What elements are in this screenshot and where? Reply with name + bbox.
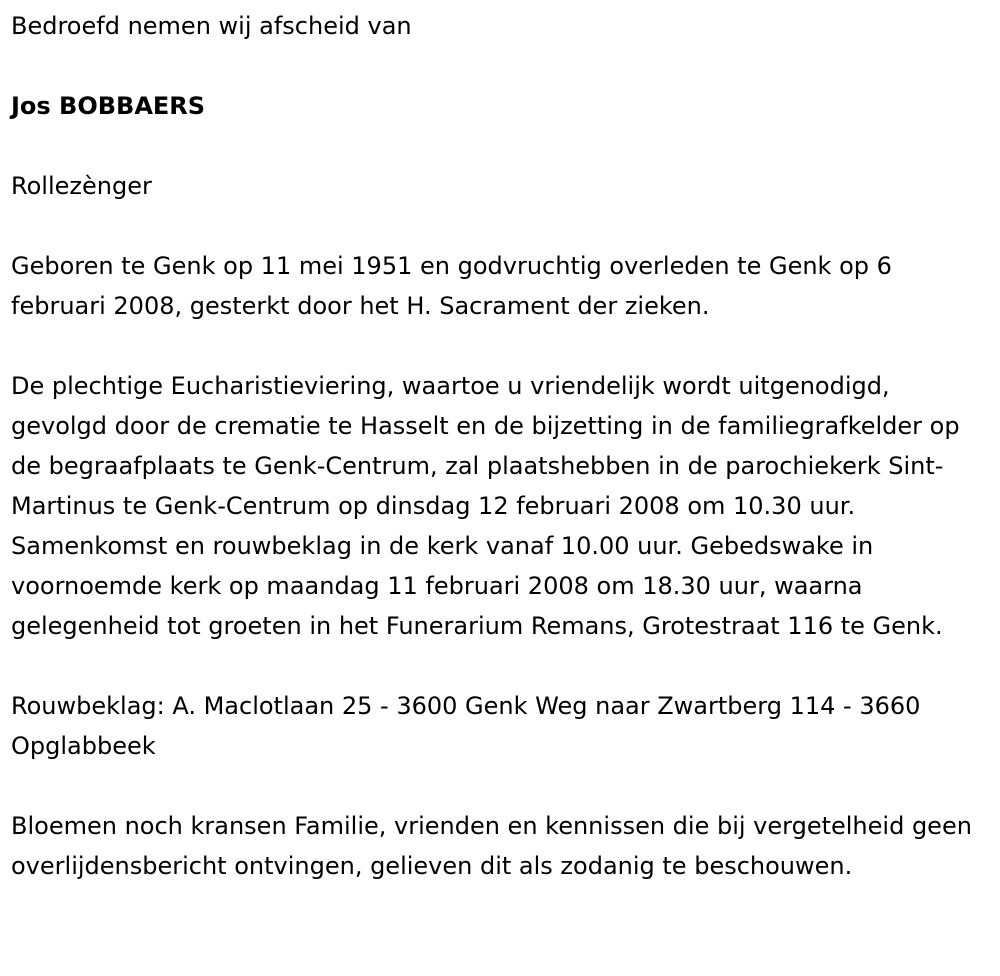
condolence-address-paragraph: Rouwbeklag: A. Maclotlaan 25 - 3600 Genk Weg naar Zwartberg 114 - 3660 Opglabbeek: [11, 692, 921, 760]
birth-death-paragraph: Geboren te Genk op 11 mei 1951 en godvruchtig overleden te Genk op 6 februari 2008, gesterkt door het H. Sacrament der zieken.: [11, 252, 892, 320]
deceased-name: Jos BOBBAERS: [11, 92, 206, 120]
nickname-text: Rollezènger: [11, 172, 152, 200]
obituary-notice: [11, 6, 993, 886]
flowers-paragraph: Bloemen noch kransen Familie, vrienden en kennissen die bij vergetelheid geen overlijdensbericht ontvingen, gelieven dit als zodanig te beschouwen.: [11, 812, 972, 880]
intro-text: Bedroefd nemen wij afscheid van: [11, 12, 412, 40]
ceremony-paragraph: De plechtige Eucharistieviering, waartoe u vriendelijk wordt uitgenodigd, gevolgd door de crematie te Hasselt en de bijzetting in de familiegrafkelder op de begraafplaats te Genk-Centrum, zal plaatshebben in de parochiekerk Sint-Martinus te Genk-Centrum op dinsdag 12 februari 2008 om 10.30 uur. Samenkomst en rouwbeklag in de kerk vanaf 10.00 uur. Gebedswake in voornoemde kerk op maandag 11 februari 2008 om 18.30 uur, waarna gelegenheid tot groeten in het Funerarium Remans, Grotestraat 116 te Genk.: [11, 372, 960, 640]
